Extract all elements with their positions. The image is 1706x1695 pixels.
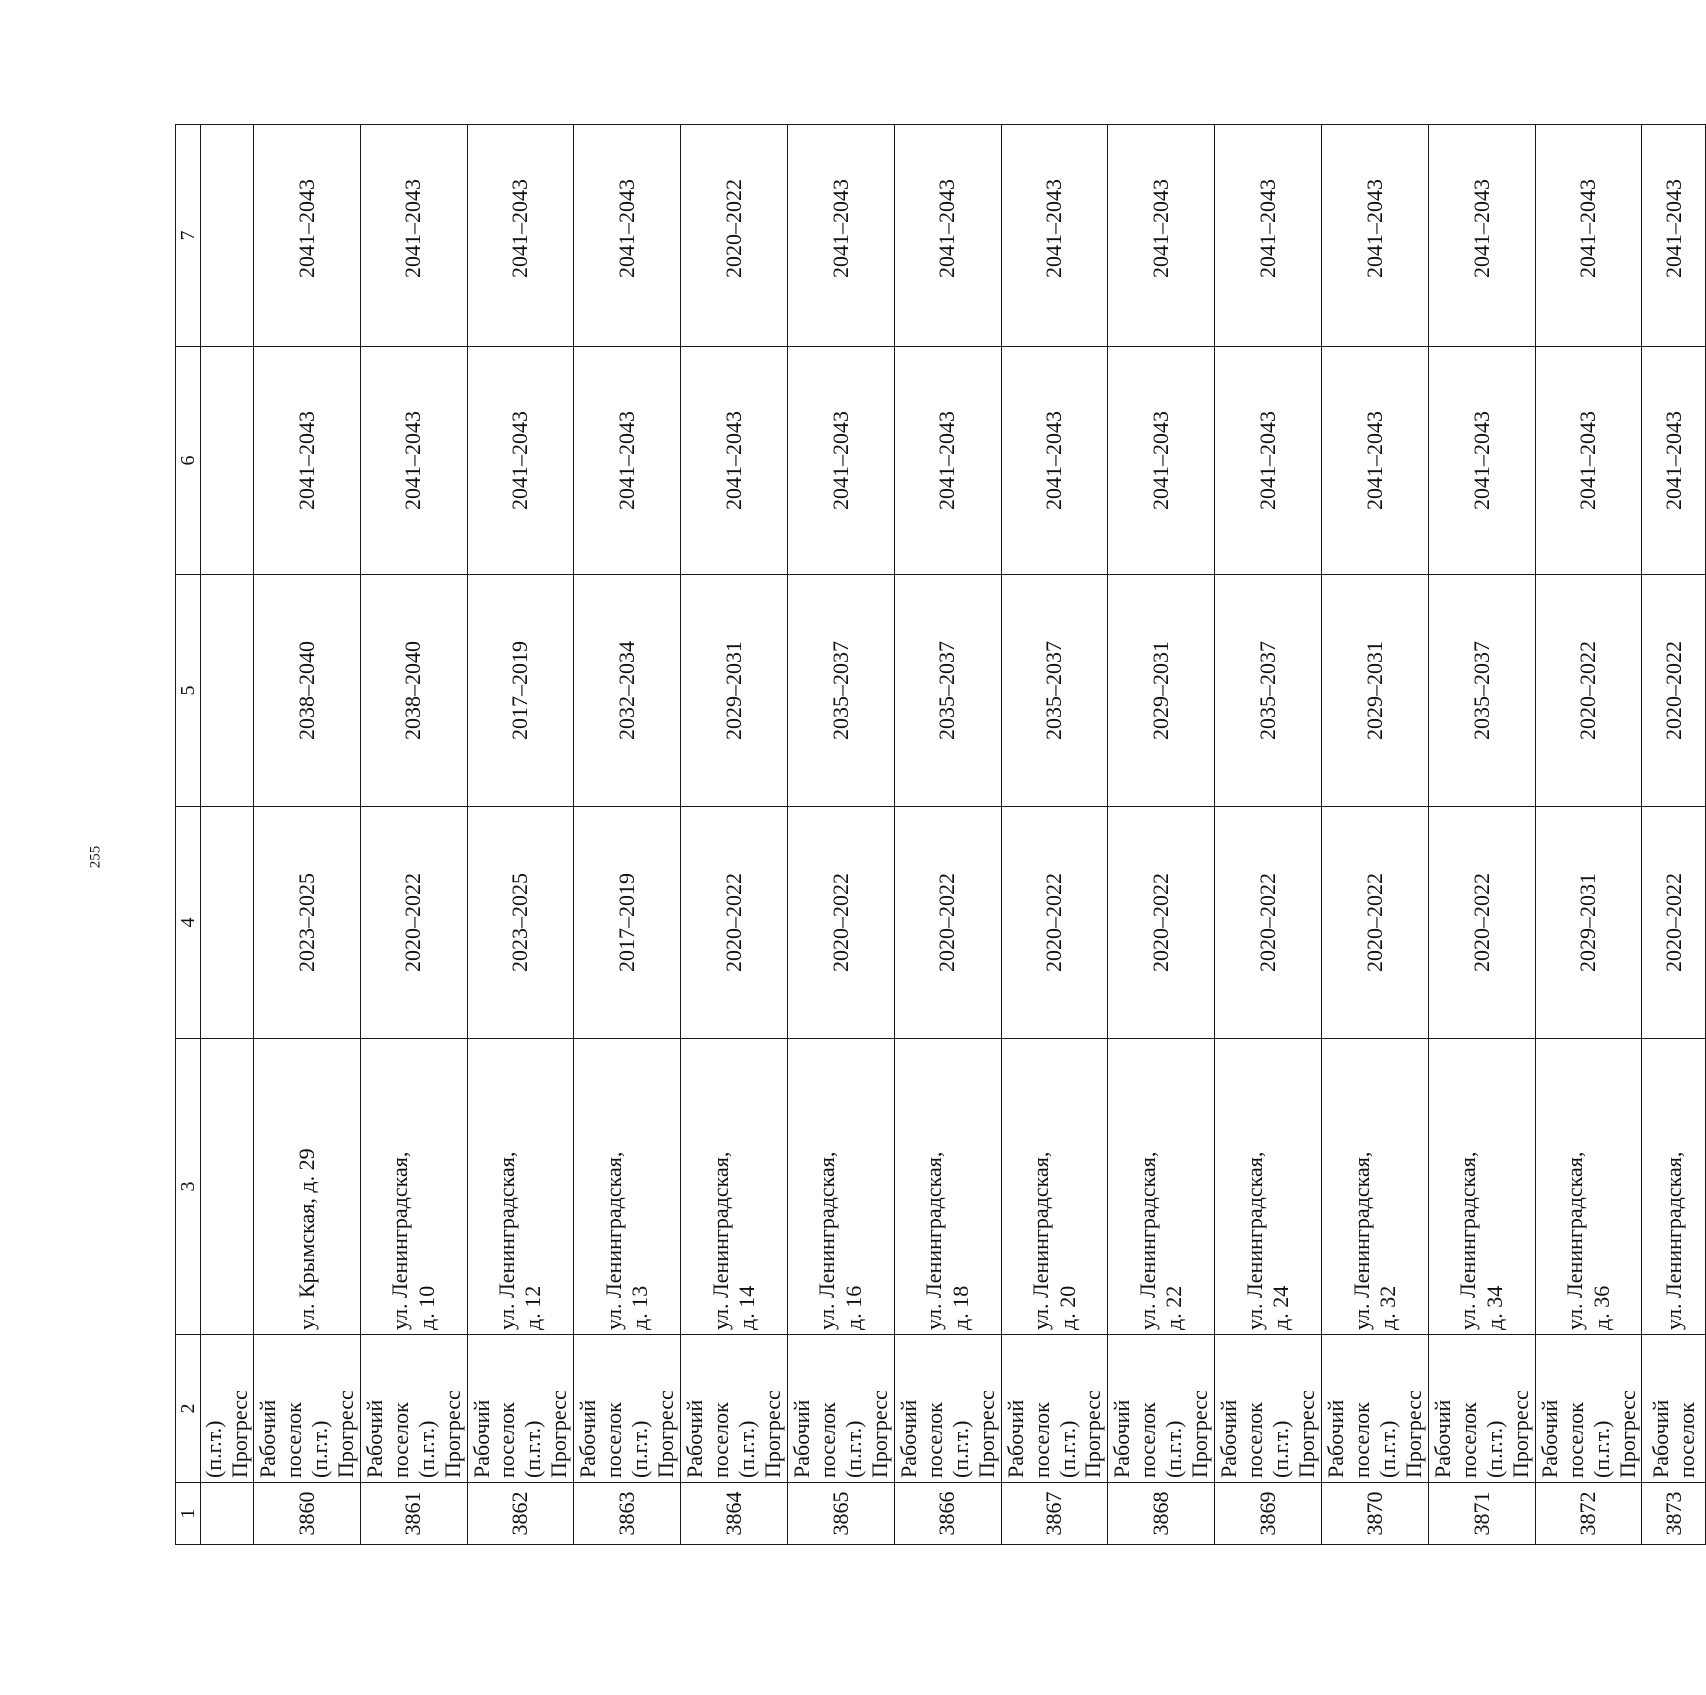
- period-cell-6: [253, 347, 360, 575]
- settlement-cell-line: (п.г.т.) Прогресс: [520, 1390, 572, 1478]
- period-cell-5: [1001, 575, 1108, 807]
- address-cell: [574, 1039, 681, 1335]
- address-cell: [1535, 1039, 1642, 1335]
- period-cell-6-line: 2041–2043: [614, 411, 640, 510]
- row-number-cell: [1108, 1483, 1215, 1545]
- table-row: [1108, 125, 1215, 1545]
- address-cell: [1642, 1039, 1706, 1335]
- period-cell-5: [1535, 575, 1642, 807]
- period-cell-6-line: 2041–2043: [1148, 411, 1174, 510]
- period-cell-6-line: 2041–2043: [293, 411, 319, 510]
- period-cell-6: [894, 347, 1001, 575]
- period-cell-7: [1642, 125, 1706, 347]
- period-cell-5: [253, 575, 360, 807]
- address-cell-line: ул. Ленинградская,: [1660, 1151, 1686, 1330]
- settlement-cell-line: Рабочий поселок: [254, 1399, 306, 1478]
- table-row: [360, 125, 467, 1545]
- address-cell-line: ул. Ленинградская,: [1562, 1151, 1588, 1330]
- period-cell-7-line: 2041–2043: [1575, 179, 1601, 278]
- period-cell-5: [681, 575, 788, 807]
- address-cell-line: ул. Ленинградская,: [707, 1151, 733, 1330]
- address-cell-line: д. 20: [1054, 1285, 1080, 1330]
- period-cell-7-line: 2020–2022: [720, 179, 746, 278]
- header-cell-5: 5: [176, 575, 201, 807]
- settlement-cell-line: (п.г.т.) Прогресс: [1374, 1390, 1426, 1478]
- period-cell-7-line: 2041–2043: [827, 179, 853, 278]
- row-number-cell-line: 3862: [507, 1491, 533, 1536]
- settlement-cell-line: (п.г.т.) Прогресс: [1054, 1390, 1106, 1478]
- period-cell-6-line: 2041–2043: [507, 411, 533, 510]
- period-cell-6-line: 2041–2043: [400, 411, 426, 510]
- table-row: [1535, 125, 1642, 1545]
- period-cell-5: [360, 575, 467, 807]
- address-cell-line: д. 16: [840, 1285, 866, 1330]
- address-cell-line: ул. Ленинградская,: [494, 1151, 520, 1330]
- data-table: [175, 124, 1706, 1545]
- row-number-cell: [1215, 1483, 1322, 1545]
- header-cell-2: 2: [176, 1335, 201, 1483]
- period-cell-4-line: 2023–2025: [293, 873, 319, 972]
- settlement-cell-line: Рабочий поселок: [1536, 1399, 1588, 1478]
- period-cell-7: [253, 125, 360, 347]
- address-cell-line: ул. Ленинградская,: [600, 1151, 626, 1330]
- period-cell-7: [1215, 125, 1322, 347]
- settlement-cell-line: (п.г.т.) Прогресс: [1588, 1390, 1640, 1478]
- period-cell-4: [1108, 807, 1215, 1039]
- row-number-cell: [1001, 1483, 1108, 1545]
- period-cell-5-line: 2035–2037: [934, 641, 960, 740]
- period-cell-7-line: 2041–2043: [1660, 179, 1686, 278]
- continuation-cell: [201, 807, 254, 1039]
- row-number-cell-line: 3864: [720, 1491, 746, 1536]
- address-cell-line: ул. Ленинградская,: [1134, 1151, 1160, 1330]
- table-row: [894, 125, 1001, 1545]
- period-cell-4-line: 2020–2022: [934, 873, 960, 972]
- period-cell-7: [1535, 125, 1642, 347]
- period-cell-7-line: 2041–2043: [507, 179, 533, 278]
- period-cell-7: [1428, 125, 1535, 347]
- settlement-cell-line: Рабочий поселок: [1109, 1399, 1161, 1478]
- address-cell-line: ул. Ленинградская,: [1455, 1151, 1481, 1330]
- table-row: [787, 125, 894, 1545]
- period-cell-5-line: 2020–2022: [1575, 641, 1601, 740]
- table-row: [1642, 125, 1706, 1545]
- continuation-row: [201, 125, 254, 1545]
- row-number-cell-line: 3867: [1041, 1491, 1067, 1536]
- period-cell-6-line: 2041–2043: [720, 411, 746, 510]
- period-cell-7-line: 2041–2043: [293, 179, 319, 278]
- settlement-cell: [1108, 1335, 1215, 1483]
- settlement-cell-line: Рабочий поселок: [895, 1399, 947, 1478]
- address-cell: [253, 1039, 360, 1335]
- settlement-cell: [787, 1335, 894, 1483]
- continuation-cell: [201, 1483, 254, 1545]
- table-row: [1001, 125, 1108, 1545]
- header-cell-7: 7: [176, 125, 201, 347]
- row-number-cell-line: 3865: [827, 1491, 853, 1536]
- period-cell-7-line: 2041–2043: [1041, 179, 1067, 278]
- header-cell-6: 6: [176, 347, 201, 575]
- address-cell-line: ул. Крымская, д. 29: [293, 1148, 319, 1330]
- address-cell-line: д. 32: [1374, 1285, 1400, 1330]
- period-cell-6-line: 2041–2043: [827, 411, 853, 510]
- settlement-cell-line: (п.г.т.) Прогресс: [947, 1390, 999, 1478]
- period-cell-5: [574, 575, 681, 807]
- period-cell-7: [1108, 125, 1215, 347]
- period-cell-6: [467, 347, 574, 575]
- period-cell-7: [681, 125, 788, 347]
- period-cell-5: [1428, 575, 1535, 807]
- address-cell-line: д. 12: [520, 1285, 546, 1330]
- period-cell-6: [1322, 347, 1429, 575]
- period-cell-4: [1428, 807, 1535, 1039]
- row-number-cell-line: 3860: [293, 1491, 319, 1536]
- settlement-cell: [1322, 1335, 1429, 1483]
- table-row: [467, 125, 574, 1545]
- period-cell-4-line: 2020–2022: [1254, 873, 1280, 972]
- address-cell-line: ул. Ленинградская,: [1348, 1151, 1374, 1330]
- settlement-cell: [894, 1335, 1001, 1483]
- period-cell-6-line: 2041–2043: [1361, 411, 1387, 510]
- row-number-cell: [574, 1483, 681, 1545]
- period-cell-6: [1108, 347, 1215, 575]
- page-number: 255: [87, 845, 104, 869]
- period-cell-5: [467, 575, 574, 807]
- row-number-cell: [1642, 1483, 1706, 1545]
- period-cell-4-line: 2017–2019: [614, 873, 640, 972]
- address-cell: [1322, 1039, 1429, 1335]
- settlement-cell: [1428, 1335, 1535, 1483]
- period-cell-4: [1322, 807, 1429, 1039]
- period-cell-6-line: 2041–2043: [1660, 411, 1686, 510]
- period-cell-5: [894, 575, 1001, 807]
- row-number-cell-line: 3863: [614, 1491, 640, 1536]
- period-cell-7: [574, 125, 681, 347]
- header-row: [176, 125, 201, 1545]
- settlement-cell-line: (п.г.т.) Прогресс: [840, 1390, 892, 1478]
- settlement-cell: [681, 1335, 788, 1483]
- settlement-cell-line: (п.г.т.) Прогресс: [1268, 1390, 1320, 1478]
- settlement-cell-line: Рабочий поселок: [575, 1399, 627, 1478]
- settlement-cell-line: Рабочий поселок: [788, 1399, 840, 1478]
- row-number-cell-line: 3866: [934, 1491, 960, 1536]
- continuation-cell: [201, 347, 254, 575]
- rotated-table-container: [175, 125, 1699, 1545]
- row-number-cell: [1322, 1483, 1429, 1545]
- period-cell-6: [1642, 347, 1706, 575]
- row-number-cell-line: 3872: [1575, 1491, 1601, 1536]
- period-cell-4-line: 2020–2022: [1660, 873, 1686, 972]
- address-cell-line: д. 13: [627, 1285, 653, 1330]
- address-cell-line: ул. Ленинградская,: [387, 1151, 413, 1330]
- address-cell: [1001, 1039, 1108, 1335]
- period-cell-4: [787, 807, 894, 1039]
- period-cell-4: [1001, 807, 1108, 1039]
- settlement-cell: [253, 1335, 360, 1483]
- settlement-cell: [1642, 1335, 1706, 1483]
- period-cell-7-line: 2041–2043: [614, 179, 640, 278]
- address-cell-line: д. 34: [1481, 1285, 1507, 1330]
- table-row: [681, 125, 788, 1545]
- period-cell-7: [360, 125, 467, 347]
- table-row: [1428, 125, 1535, 1545]
- period-cell-5-line: 2038–2040: [400, 641, 426, 740]
- settlement-cell-line: Рабочий поселок: [682, 1399, 734, 1478]
- address-cell: [894, 1039, 1001, 1335]
- row-number-cell-line: 3869: [1254, 1491, 1280, 1536]
- period-cell-4-line: 2020–2022: [1361, 873, 1387, 972]
- period-cell-6: [360, 347, 467, 575]
- period-cell-4: [1215, 807, 1322, 1039]
- table-row: [574, 125, 681, 1545]
- settlement-cell-line: (п.г.т.) Прогресс: [1481, 1390, 1533, 1478]
- period-cell-5-line: 2029–2031: [1361, 641, 1387, 740]
- settlement-cell-line: Рабочий поселок: [1216, 1399, 1268, 1478]
- period-cell-5-line: 2017–2019: [507, 641, 533, 740]
- period-cell-7-line: 2041–2043: [934, 179, 960, 278]
- settlement-cell: [360, 1335, 467, 1483]
- address-cell-line: д. 22: [1161, 1285, 1187, 1330]
- period-cell-5-line: 2029–2031: [720, 641, 746, 740]
- period-cell-7-line: 2041–2043: [400, 179, 426, 278]
- period-cell-6-line: 2041–2043: [1041, 411, 1067, 510]
- period-cell-5-line: 2020–2022: [1660, 641, 1686, 740]
- settlement-cell: [1215, 1335, 1322, 1483]
- period-cell-4: [574, 807, 681, 1039]
- address-cell-line: ул. Ленинградская,: [1241, 1151, 1267, 1330]
- row-number-cell: [1428, 1483, 1535, 1545]
- continuation-settlement: (п.г.т.) Прогресс: [201, 1335, 254, 1483]
- settlement-cell-line: (п.г.т.) Прогресс: [413, 1390, 465, 1478]
- period-cell-5: [1215, 575, 1322, 807]
- settlement-cell: [1001, 1335, 1108, 1483]
- row-number-cell: [894, 1483, 1001, 1545]
- period-cell-5: [1322, 575, 1429, 807]
- period-cell-7-line: 2041–2043: [1254, 179, 1280, 278]
- period-cell-4-line: 2023–2025: [507, 873, 533, 972]
- address-cell-line: д. 36: [1588, 1285, 1614, 1330]
- address-cell: [467, 1039, 574, 1335]
- period-cell-5: [1642, 575, 1706, 807]
- settlement-cell-line: Рабочий поселок: [1429, 1399, 1481, 1478]
- address-cell-line: ул. Ленинградская,: [1028, 1151, 1054, 1330]
- address-cell-line: д. 14: [734, 1285, 760, 1330]
- period-cell-6: [1535, 347, 1642, 575]
- period-cell-6-line: 2041–2043: [1254, 411, 1280, 510]
- address-cell-line: д. 24: [1268, 1285, 1294, 1330]
- period-cell-5: [787, 575, 894, 807]
- row-number-cell: [360, 1483, 467, 1545]
- row-number-cell-line: 3870: [1361, 1491, 1387, 1536]
- period-cell-6-line: 2041–2043: [1575, 411, 1601, 510]
- settlement-cell-line: Рабочий поселок: [1648, 1399, 1699, 1478]
- header-cell-1: 1: [176, 1483, 201, 1545]
- address-cell-line: ул. Ленинградская,: [814, 1151, 840, 1330]
- period-cell-5-line: 2035–2037: [827, 641, 853, 740]
- settlement-cell: [574, 1335, 681, 1483]
- period-cell-6: [1001, 347, 1108, 575]
- address-cell-line: ул. Ленинградская,: [921, 1151, 947, 1330]
- period-cell-4-line: 2020–2022: [400, 873, 426, 972]
- address-cell: [681, 1039, 788, 1335]
- row-number-cell-line: 3861: [400, 1491, 426, 1536]
- address-cell-line: д. 18: [947, 1285, 973, 1330]
- address-cell: [360, 1039, 467, 1335]
- period-cell-4: [1535, 807, 1642, 1039]
- row-number-cell: [787, 1483, 894, 1545]
- period-cell-4: [360, 807, 467, 1039]
- period-cell-4-line: 2020–2022: [1468, 873, 1494, 972]
- period-cell-5-line: 2038–2040: [293, 641, 319, 740]
- period-cell-5-line: 2035–2037: [1254, 641, 1280, 740]
- period-cell-6: [681, 347, 788, 575]
- row-number-cell: [1535, 1483, 1642, 1545]
- period-cell-5: [1108, 575, 1215, 807]
- table-row: [253, 125, 360, 1545]
- address-cell: [1108, 1039, 1215, 1335]
- period-cell-4: [681, 807, 788, 1039]
- period-cell-4: [1642, 807, 1706, 1039]
- address-cell-line: д. 10: [413, 1285, 439, 1330]
- table-row: [1322, 125, 1429, 1545]
- continuation-cell: [201, 575, 254, 807]
- period-cell-4-line: 2020–2022: [827, 873, 853, 972]
- row-number-cell-line: 3871: [1468, 1491, 1494, 1536]
- period-cell-7-line: 2041–2043: [1148, 179, 1174, 278]
- period-cell-6: [574, 347, 681, 575]
- row-number-cell-line: 3868: [1148, 1491, 1174, 1536]
- period-cell-4-line: 2029–2031: [1575, 873, 1601, 972]
- address-cell: [787, 1039, 894, 1335]
- settlement-cell-line: (п.г.т.) Прогресс: [306, 1390, 358, 1478]
- settlement-cell-line: (п.г.т.) Прогресс: [627, 1390, 679, 1478]
- continuation-cell: [201, 1039, 254, 1335]
- period-cell-7: [1001, 125, 1108, 347]
- period-cell-7: [1322, 125, 1429, 347]
- settlement-cell-line: Рабочий поселок: [361, 1399, 413, 1478]
- period-cell-5-line: 2029–2031: [1148, 641, 1174, 740]
- header-cell-4: 4: [176, 807, 201, 1039]
- period-cell-7-line: 2041–2043: [1361, 179, 1387, 278]
- table-row: [1215, 125, 1322, 1545]
- period-cell-6-line: 2041–2043: [1468, 411, 1494, 510]
- header-cell-3: 3: [176, 1039, 201, 1335]
- period-cell-6: [1428, 347, 1535, 575]
- row-number-cell: [253, 1483, 360, 1545]
- period-cell-6: [787, 347, 894, 575]
- period-cell-7: [787, 125, 894, 347]
- period-cell-4: [253, 807, 360, 1039]
- settlement-cell-line: (п.г.т.) Прогресс: [734, 1390, 786, 1478]
- period-cell-7: [467, 125, 574, 347]
- settlement-cell-line: (п.г.т.) Прогресс: [1161, 1390, 1213, 1478]
- period-cell-7: [894, 125, 1001, 347]
- settlement-cell-line: Рабочий поселок: [1323, 1399, 1374, 1478]
- row-number-cell-line: 3873: [1660, 1491, 1686, 1536]
- period-cell-5-line: 2032–2034: [614, 641, 640, 740]
- period-cell-7-line: 2041–2043: [1468, 179, 1494, 278]
- period-cell-4-line: 2020–2022: [1148, 873, 1174, 972]
- period-cell-4: [467, 807, 574, 1039]
- period-cell-6: [1215, 347, 1322, 575]
- settlement-cell-line: Рабочий поселок: [1002, 1399, 1054, 1478]
- period-cell-5-line: 2035–2037: [1041, 641, 1067, 740]
- period-cell-4-line: 2020–2022: [1041, 873, 1067, 972]
- settlement-cell-line: Рабочий поселок: [468, 1399, 520, 1478]
- continuation-cell: [201, 125, 254, 347]
- settlement-cell: [1535, 1335, 1642, 1483]
- address-cell: [1215, 1039, 1322, 1335]
- row-number-cell: [467, 1483, 574, 1545]
- period-cell-6-line: 2041–2043: [934, 411, 960, 510]
- address-cell: [1428, 1039, 1535, 1335]
- period-cell-4-line: 2020–2022: [720, 873, 746, 972]
- settlement-cell: [467, 1335, 574, 1483]
- period-cell-4: [894, 807, 1001, 1039]
- row-number-cell: [681, 1483, 788, 1545]
- period-cell-5-line: 2035–2037: [1468, 641, 1494, 740]
